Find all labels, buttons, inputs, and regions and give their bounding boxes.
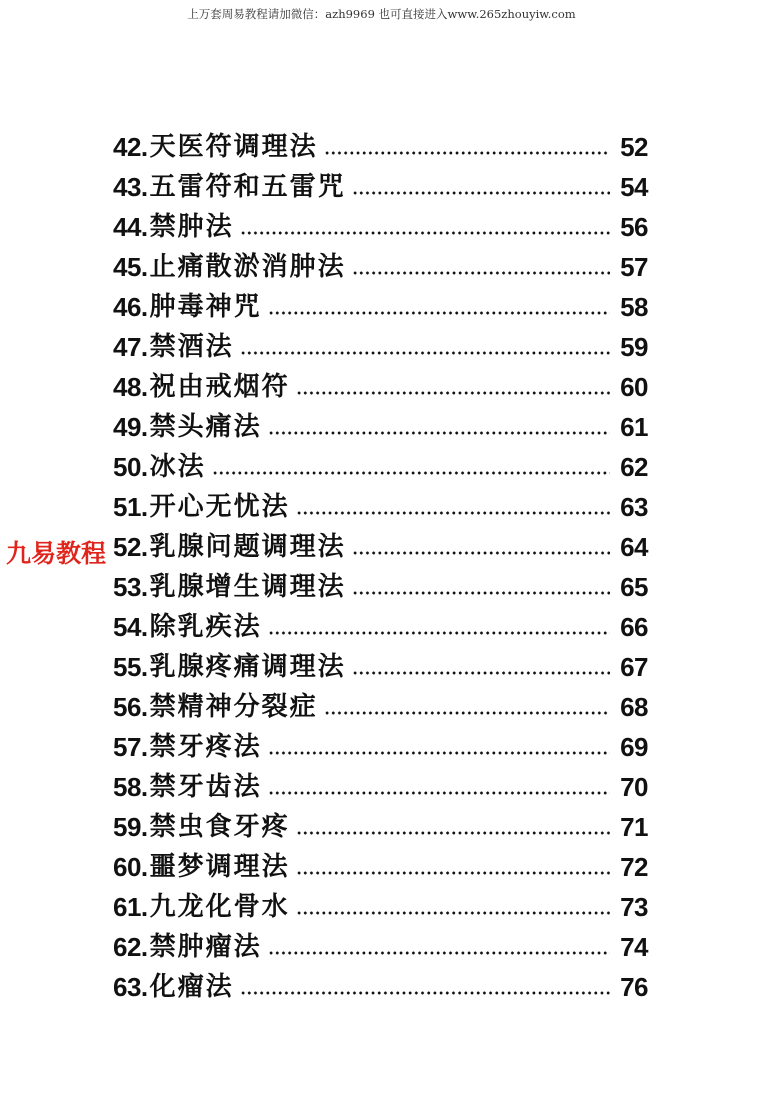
toc-entry-page: 64 <box>620 532 648 562</box>
toc-entry-number: 63. <box>113 972 148 1002</box>
toc-entry-title: 禁肿瘤法 <box>149 932 262 962</box>
toc-entry-title: 禁虫食牙疼 <box>149 812 290 842</box>
toc-entry-title: 冰法 <box>149 452 206 482</box>
toc-entry-number: 45. <box>113 252 148 282</box>
dot-leader <box>352 190 610 196</box>
toc-entry-title: 祝由戒烟符 <box>149 372 290 402</box>
toc-entry[interactable] <box>113 722 648 762</box>
dot-leader <box>352 550 610 556</box>
toc-entry[interactable] <box>113 602 648 642</box>
dot-leader <box>296 390 610 396</box>
toc-entry-number: 42. <box>113 132 148 162</box>
toc-entry[interactable] <box>113 482 648 522</box>
toc-entry-page: 54 <box>620 172 648 202</box>
dot-leader <box>240 350 610 356</box>
toc-entry-title: 天医符调理法 <box>149 132 318 162</box>
toc-entry[interactable] <box>113 922 648 962</box>
toc-entry[interactable] <box>113 402 648 442</box>
toc-entry-number: 55. <box>113 652 148 682</box>
toc-entry[interactable] <box>113 962 648 1002</box>
toc-entry-number: 50. <box>113 452 148 482</box>
toc-entry-page: 72 <box>620 852 648 882</box>
watermark-text: 九易教程 <box>6 539 107 568</box>
toc-entry-number: 49. <box>113 412 148 442</box>
toc-entry-title: 五雷符和五雷咒 <box>149 172 346 202</box>
toc-entry-title: 开心无忧法 <box>149 492 290 522</box>
dot-leader <box>324 150 610 156</box>
toc-entry[interactable] <box>113 522 648 562</box>
dot-leader <box>268 750 610 756</box>
toc-entry[interactable] <box>113 162 648 202</box>
dot-leader <box>212 470 610 476</box>
toc-entry-page: 70 <box>620 772 648 802</box>
dot-leader <box>296 910 610 916</box>
toc-entry[interactable] <box>113 322 648 362</box>
toc-entry-page: 65 <box>620 572 648 602</box>
toc-entry-title: 九龙化骨水 <box>149 892 290 922</box>
toc-entry-number: 53. <box>113 572 148 602</box>
toc-entry-page: 62 <box>620 452 648 482</box>
dot-leader <box>268 430 610 436</box>
toc-entry-title: 除乳疾法 <box>149 612 262 642</box>
header-note: 上万套周易教程请加微信：azh9969 也可直接进入www.265zhouyiw.com <box>187 7 576 21</box>
toc-entry-number: 46. <box>113 292 148 322</box>
toc-entry[interactable] <box>113 362 648 402</box>
toc-entry[interactable] <box>113 802 648 842</box>
toc-entry-number: 57. <box>113 732 148 762</box>
toc-entry[interactable] <box>113 762 648 802</box>
toc-entry-title: 禁精神分裂症 <box>149 692 318 722</box>
toc-entry-title: 肿毒神咒 <box>149 292 262 322</box>
toc-entry-page: 57 <box>620 252 648 282</box>
table-of-contents <box>113 122 648 1002</box>
toc-entry-number: 61. <box>113 892 148 922</box>
toc-entry-page: 56 <box>620 212 648 242</box>
dot-leader <box>296 830 610 836</box>
toc-entry-number: 44. <box>113 212 148 242</box>
toc-entry-title: 化瘤法 <box>149 972 234 1002</box>
toc-entry-number: 60. <box>113 852 148 882</box>
toc-entry-number: 56. <box>113 692 148 722</box>
toc-entry-title: 乳腺疼痛调理法 <box>149 652 346 682</box>
toc-entry-number: 48. <box>113 372 148 402</box>
toc-entry-page: 74 <box>620 932 648 962</box>
toc-entry-title: 禁头痛法 <box>149 412 262 442</box>
toc-entry-page: 67 <box>620 652 648 682</box>
toc-entry-number: 43. <box>113 172 148 202</box>
toc-entry-page: 71 <box>620 812 648 842</box>
toc-entry-title: 禁肿法 <box>149 212 234 242</box>
toc-entry[interactable] <box>113 842 648 882</box>
toc-entry[interactable] <box>113 882 648 922</box>
dot-leader <box>296 510 610 516</box>
toc-entry-page: 61 <box>620 412 648 442</box>
toc-entry-page: 69 <box>620 732 648 762</box>
dot-leader <box>352 270 610 276</box>
toc-entry-title: 乳腺问题调理法 <box>149 532 346 562</box>
dot-leader <box>268 950 610 956</box>
toc-entry-title: 止痛散淤消肿法 <box>149 252 346 282</box>
dot-leader <box>268 630 610 636</box>
toc-entry[interactable] <box>113 202 648 242</box>
toc-entry-title: 禁牙疼法 <box>149 732 262 762</box>
dot-leader <box>324 710 610 716</box>
toc-entry-number: 58. <box>113 772 148 802</box>
toc-entry[interactable] <box>113 682 648 722</box>
toc-entry[interactable] <box>113 242 648 282</box>
dot-leader <box>352 590 610 596</box>
toc-entry-page: 76 <box>620 972 648 1002</box>
toc-entry-number: 47. <box>113 332 148 362</box>
dot-leader <box>268 790 610 796</box>
toc-entry-title: 禁酒法 <box>149 332 234 362</box>
dot-leader <box>296 870 610 876</box>
toc-entry[interactable] <box>113 562 648 602</box>
toc-entry[interactable] <box>113 282 648 322</box>
toc-entry-title: 禁牙齿法 <box>149 772 262 802</box>
toc-entry-page: 66 <box>620 612 648 642</box>
toc-entry-number: 52. <box>113 532 148 562</box>
toc-entry-number: 51. <box>113 492 148 522</box>
dot-leader <box>240 990 610 996</box>
toc-entry-page: 60 <box>620 372 648 402</box>
toc-entry[interactable] <box>113 122 648 162</box>
toc-entry-page: 59 <box>620 332 648 362</box>
toc-entry-page: 58 <box>620 292 648 322</box>
toc-entry-page: 73 <box>620 892 648 922</box>
dot-leader <box>352 670 610 676</box>
toc-entry-number: 62. <box>113 932 148 962</box>
toc-entry-page: 68 <box>620 692 648 722</box>
toc-entry-title: 噩梦调理法 <box>149 852 290 882</box>
toc-entry-number: 59. <box>113 812 148 842</box>
toc-entry[interactable] <box>113 442 648 482</box>
toc-entry-number: 54. <box>113 612 148 642</box>
toc-entry-page: 63 <box>620 492 648 522</box>
toc-entry-title: 乳腺增生调理法 <box>149 572 346 602</box>
toc-entry-page: 52 <box>620 132 648 162</box>
dot-leader <box>268 310 610 316</box>
toc-entry[interactable] <box>113 642 648 682</box>
dot-leader <box>240 230 610 236</box>
